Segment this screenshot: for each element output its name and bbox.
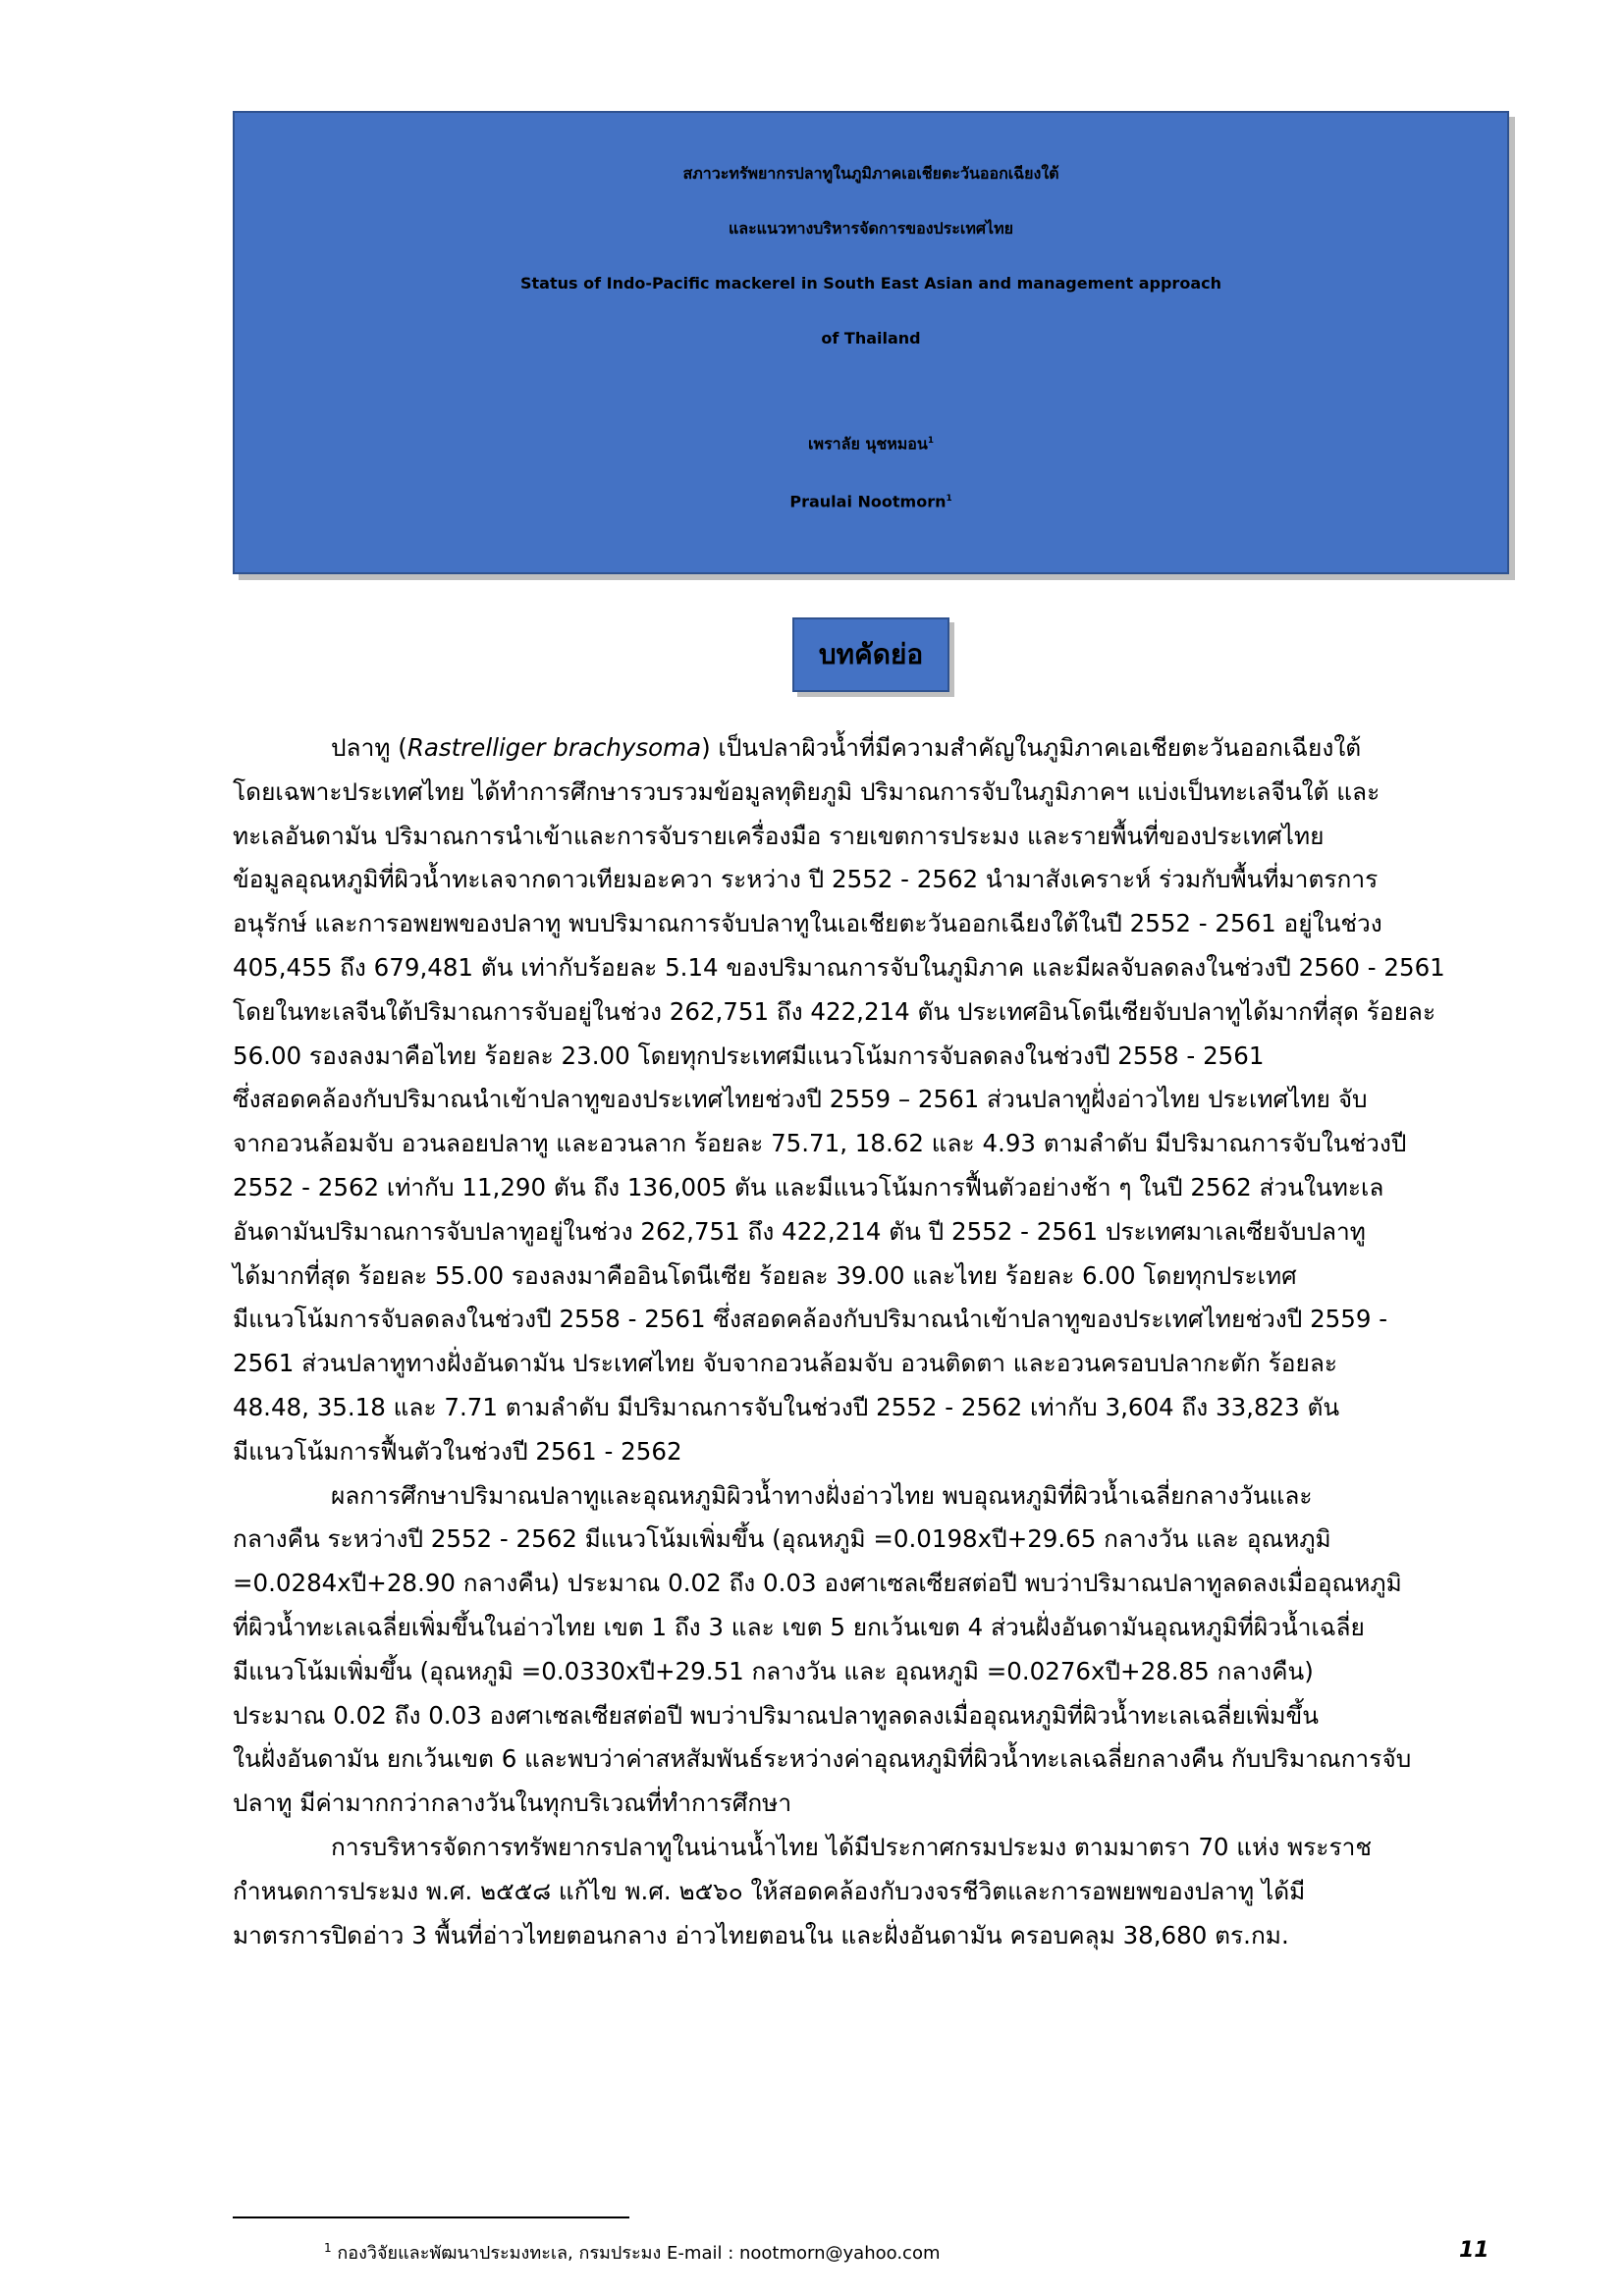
- text-line: ซึ่งสอดคล้องกับปริมาณนำเข้าปลาทูของประเทศไทยช่วงปี 2559 – 2561 ส่วนปลาทูฝั่งอ่าวไทย ประเทศไทย จับ: [233, 1085, 1368, 1114]
- text-line: การบริหารจัดการทรัพยากรปลาทูในน่านน้ำไทย ได้มีประกาศกรมประมง ตามมาตรา 70 แห่ง พระราช: [331, 1832, 1372, 1861]
- text-line: อนุรักษ์ และการอพยพของปลาทู พบปริมาณการจับปลาทูในเอเชียตะวันออกเฉียงใต้ในปี 2552 - 2561 อยู่ในช่วง: [233, 909, 1382, 938]
- text-line: มาตรการปิดอ่าว 3 พื้นที่อ่าวไทยตอนกลาง อ่าวไทยตอนใน และฝั่งอันดามัน ครอบคลุม 38,680 ตร.กม.: [233, 1920, 1289, 1949]
- text-line: 2561 ส่วนปลาทูทางฝั่งอันดามัน ประเทศไทย จับจากอวนล้อมจับ อวนติดตา และอวนครอบปลากะตัก ร้อยละ: [233, 1349, 1338, 1378]
- text-line: =0.0284xปี+28.90 กลางคืน) ประมาณ 0.02 ถึง 0.03 องศาเซลเซียสต่อปี พบว่าปริมาณปลาทูลดลงเมื่ออุณหภูมิ: [233, 1569, 1402, 1598]
- footnote-rule: [233, 2216, 629, 2218]
- affiliation-mark: 1: [946, 494, 952, 505]
- text-line: กลางคืน ระหว่างปี 2552 - 2562 มีแนวโน้มเพิ่มขึ้น (อุณหภูมิ =0.0198xปี+29.65 กลางวัน และ อุณหภูมิ: [233, 1524, 1331, 1554]
- text-line: ที่ผิวน้ำทะเลเฉลี่ยเพิ่มขึ้นในอ่าวไทย เขต 1 ถึง 3 และ เขต 5 ยกเว้นเขต 4 ส่วนฝั่งอันดามันอุณหภูมิที่ผิวน้ำเฉลี่ย: [233, 1612, 1365, 1641]
- text-line: มีแนวโน้มการจับลดลงในช่วงปี 2558 - 2561 ซึ่งสอดคล้องกับปริมาณนำเข้าปลาทูของประเทศไทยช่วงปี 2559 -: [233, 1305, 1388, 1334]
- text-line: มีแนวโน้มการฟื้นตัวในช่วงปี 2561 - 2562: [233, 1436, 682, 1466]
- title-thai-line-1: สภาวะทรัพยากรปลาทูในภูมิภาคเอเชียตะวันออกเฉียงใต้: [682, 164, 1059, 183]
- text-line: ปลาทู (Rastrelliger brachysoma) เป็นปลาผิวน้ำที่มีความสำคัญในภูมิภาคเอเชียตะวันออกเฉียงใต้: [331, 733, 1362, 762]
- text-line: ในฝั่งอันดามัน ยกเว้นเขต 6 และพบว่าค่าสหสัมพันธ์ระหว่างค่าอุณหภูมิที่ผิวน้ำทะเลเฉลี่ยกลางคืน กับปริมาณการจับ: [233, 1744, 1412, 1774]
- text-line: ปลาทู มีค่ามากกว่ากลางวันในทุกบริเวณที่ทำการศึกษา: [233, 1789, 792, 1818]
- footnote-mark: 1: [324, 2241, 332, 2255]
- text-line: ได้มากที่สุด ร้อยละ 55.00 รองลงมาคืออินโดนีเซีย ร้อยละ 39.00 และไทย ร้อยละ 6.00 โดยทุกประเทศ: [233, 1260, 1297, 1290]
- title-thai-line-2: และแนวทางบริหารจัดการของประเทศไทย: [728, 219, 1014, 238]
- text-line: กำหนดการประมง พ.ศ. ๒๕๕๘ แก้ไข พ.ศ. ๒๕๖๐ ให้สอดคล้องกับวงจรชีวิตและการอพยพของปลาทู ได้มี: [233, 1876, 1306, 1905]
- page-number: 11: [1459, 2238, 1489, 2263]
- abstract-body: [233, 726, 1509, 1957]
- text-line: 405,455 ถึง 679,481 ตัน เท่ากับร้อยละ 5.14 ของปริมาณการจับในภูมิภาค และมีผลจับลดลงในช่วงปี 2560 - 2561: [233, 952, 1445, 982]
- text-line: ประมาณ 0.02 ถึง 0.03 องศาเซลเซียสต่อปี พบว่าปริมาณปลาทูลดลงเมื่ออุณหภูมิที่ผิวน้ำทะเลเฉลี่ยเพิ่มขึ้น: [233, 1700, 1319, 1730]
- text-line: อันดามันปริมาณการจับปลาทูอยู่ในช่วง 262,751 ถึง 422,214 ตัน ปี 2552 - 2561 ประเทศมาเลเซียจับปลาทู: [233, 1216, 1366, 1246]
- text-line: ทะเลอันดามัน ปริมาณการนำเข้าและการจับรายเครื่องมือ รายเขตการประมง และรายพื้นที่ของประเทศไทย: [233, 821, 1325, 850]
- title-box: [233, 111, 1509, 574]
- title-english-line-2: of Thailand: [821, 329, 921, 347]
- paragraph-1: [233, 726, 1509, 1474]
- text-line: มีแนวโน้มเพิ่มขึ้น (อุณหภูมิ =0.0330xปี+29.51 กลางวัน และ อุณหภูมิ =0.0276xปี+28.85 กลางคืน): [233, 1656, 1314, 1685]
- paragraph-2: [233, 1474, 1509, 1826]
- text-line: ข้อมูลอุณหภูมิที่ผิวน้ำทะเลจากดาวเทียมอะควา ระหว่าง ปี 2552 - 2562 นำมาสังเคราะห์ ร่วมกับพื้นที่มาตรการ: [233, 865, 1379, 894]
- text-line: โดยเฉพาะประเทศไทย ได้ทำการศึกษารวบรวมข้อมูลทุติยภูมิ ปริมาณการจับในภูมิภาคฯ แบ่งเป็นทะเลจีนใต้ และ: [233, 776, 1380, 806]
- paragraph-3: [233, 1826, 1509, 1957]
- affiliation-mark: 1: [927, 436, 934, 446]
- author-english: Praulai Nootmorn$^1$: [789, 492, 952, 511]
- text-line: 2552 - 2562 เท่ากับ 11,290 ตัน ถึง 136,005 ตัน และมีแนวโน้มการฟื้นตัวอย่างช้า ๆ ในปี 2562 ส่วนในทะเล: [233, 1172, 1384, 1201]
- footnote-text: กองวิจัยและพัฒนาประมงทะเล, กรมประมง E-mail : nootmorn@yahoo.com: [337, 2243, 941, 2264]
- footnote: [324, 2238, 941, 2267]
- text-line: ผลการศึกษาปริมาณปลาทูและอุณหภูมิผิวน้ำทางฝั่งอ่าวไทย พบอุณหภูมิที่ผิวน้ำเฉลี่ยกลางวันและ: [331, 1480, 1313, 1510]
- text-line: โดยในทะเลจีนใต้ปริมาณการจับอยู่ในช่วง 262,751 ถึง 422,214 ตัน ประเทศอินโดนีเซียจับปลาทูได้มากที่สุด ร้อยละ: [233, 996, 1436, 1026]
- title-english-line-1: Status of Indo-Pacific mackerel in South East Asian and management approach: [520, 274, 1221, 293]
- text-line: 48.48, 35.18 และ 7.71 ตามลำดับ มีปริมาณการจับในช่วงปี 2552 - 2562 เท่ากับ 3,604 ถึง 33,823 ตัน: [233, 1392, 1340, 1421]
- abstract-heading: บทคัดย่อ: [792, 617, 949, 692]
- author-thai: เพราลัย นุชหมอน$^1$: [808, 434, 934, 454]
- text-line: 56.00 รองลงมาคือไทย ร้อยละ 23.00 โดยทุกประเทศมีแนวโน้มการจับลดลงในช่วงปี 2558 - 2561: [233, 1041, 1265, 1070]
- text-line: จากอวนล้อมจับ อวนลอยปลาทู และอวนลาก ร้อยละ 75.71, 18.62 และ 4.93 ตามลำดับ มีปริมาณการจับในช่วงปี: [233, 1129, 1407, 1158]
